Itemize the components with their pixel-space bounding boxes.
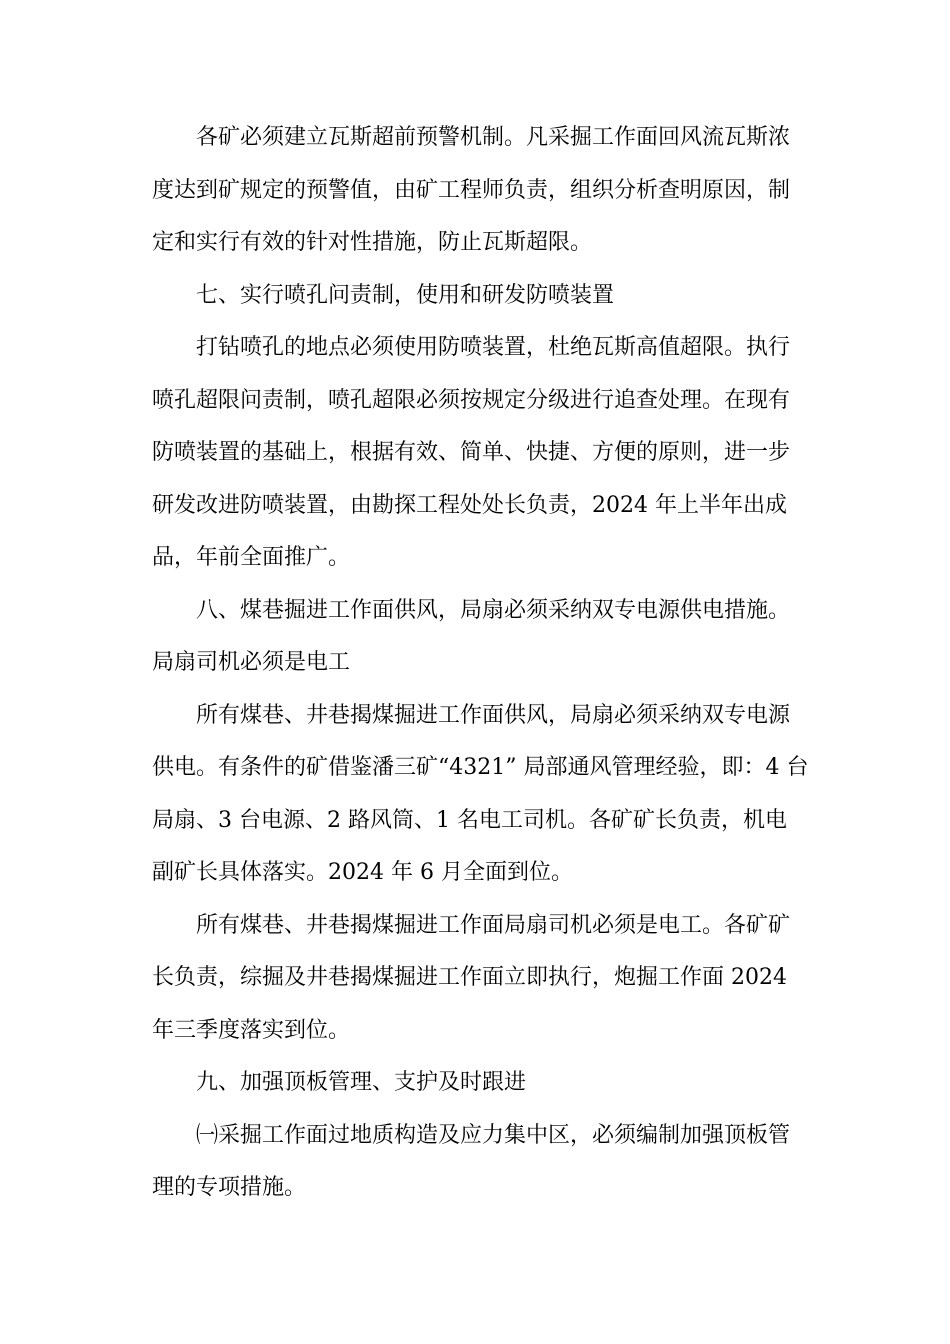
section-heading-8: [152, 585, 800, 690]
paragraph-electrician: [152, 900, 800, 1058]
text-line: 度达到矿规定的预警值，由矿工程师负责，组织分析查明原因，制: [152, 177, 791, 203]
text-line: 打钻喷孔的地点必须使用防喷装置，杜绝瓦斯高值超限。执行: [196, 335, 791, 360]
heading-line: 七、实行喷孔问责制，使用和研发防喷装置: [196, 282, 615, 308]
text-line: 防喷装置的基础上，根据有效、简单、快捷、方便的原则，进一步: [152, 440, 791, 465]
heading-line: 局扇司机必须是电工: [152, 650, 351, 675]
text-line: 供电。有条件的矿借鉴潘三矿“4321” 局部通风管理经验，即：4 台: [152, 755, 809, 780]
section-heading-9: [152, 1057, 800, 1110]
paragraph-dual-power: [152, 690, 809, 900]
heading-line: 九、加强顶板管理、支护及时跟进: [196, 1070, 527, 1095]
text-line: 年三季度落实到位。: [152, 1017, 351, 1043]
text-line: 副矿长具体落实。2024 年 6 月全面到位。: [152, 860, 573, 885]
document-body: [152, 112, 809, 1215]
text-line: 研发改进防喷装置，由勘探工程处处长负责，2024 年上半年出成: [152, 492, 787, 518]
text-line: 品，年前全面推广。: [152, 545, 351, 570]
text-line: 喷孔超限问责制，喷孔超限必须按规定分级进行追查处理。在现有: [152, 387, 791, 413]
section-heading-7: [152, 270, 800, 323]
text-line: 各矿必须建立瓦斯超前预警机制。凡采掘工作面回风流瓦斯浓: [196, 125, 791, 150]
text-line: 长负责，综掘及井巷揭煤掘进工作面立即执行，炮掘工作面 2024: [152, 965, 787, 990]
paragraph-roof-management: [152, 1110, 800, 1215]
text-line: 所有煤巷、井巷揭煤掘进工作面局扇司机必须是电工。各矿矿: [196, 912, 791, 938]
paragraph-gas-warning: [152, 112, 800, 270]
text-line: ㈠采掘工作面过地质构造及应力集中区，必须编制加强顶板管: [196, 1122, 791, 1148]
text-line: 定和实行有效的针对性措施，防止瓦斯超限。: [152, 230, 593, 255]
text-line: 所有煤巷、井巷揭煤掘进工作面供风，局扇必须采纳双专电源: [196, 702, 791, 728]
text-line: 局扇、3 台电源、2 路风筒、1 名电工司机。各矿矿长负责，机电: [152, 807, 787, 833]
heading-line: 八、煤巷掘进工作面供风，局扇必须采纳双专电源供电措施。: [196, 597, 791, 623]
paragraph-anti-spray: [152, 322, 800, 585]
text-line: 理的专项措施。: [152, 1175, 307, 1200]
